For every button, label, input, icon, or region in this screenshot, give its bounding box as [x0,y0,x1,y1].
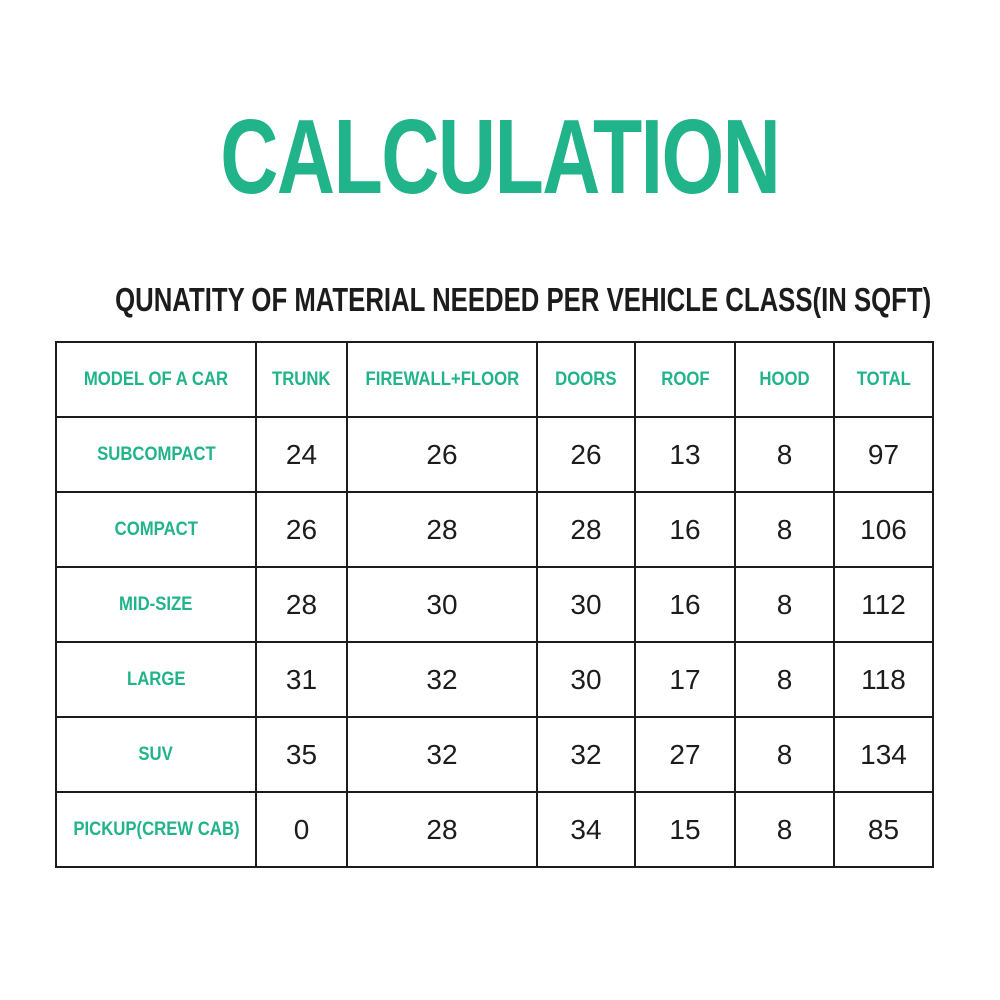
row-label-text: MID-SIZE [119,593,193,615]
row-label-text: COMPACT [114,518,198,540]
cell-value: 32 [347,642,537,717]
row-label-text: LARGE [126,668,186,690]
cell-value: 28 [537,492,635,567]
table-caption [0,280,1000,320]
column-header [347,342,537,417]
table-row [56,792,933,867]
cell-value: 8 [735,717,834,792]
table-row [56,492,933,567]
table-row [56,717,933,792]
cell-value: 31 [256,642,347,717]
cell-value: 28 [256,567,347,642]
row-label [56,417,256,492]
table-caption-text: QUNATITY OF MATERIAL NEEDED PER VEHICLE CLASS(IN SQFT) [115,281,932,318]
column-header-text: TOTAL [856,368,911,390]
column-header-text: DOORS [555,368,617,390]
row-label [56,567,256,642]
cell-value: 8 [735,417,834,492]
page-title-text: CALCULATION [220,98,780,216]
column-header-text: TRUNK [272,368,331,390]
column-header [635,342,735,417]
table-row [56,642,933,717]
cell-value: 8 [735,792,834,867]
cell-value: 0 [256,792,347,867]
column-header [537,342,635,417]
row-label-text: SUBCOMPACT [96,443,216,465]
cell-value: 15 [635,792,735,867]
cell-value: 13 [635,417,735,492]
column-header [256,342,347,417]
column-header-text: ROOF [660,368,710,390]
cell-value: 35 [256,717,347,792]
cell-value: 16 [635,567,735,642]
column-header-text: FIREWALL+FLOOR [365,368,519,390]
cell-value: 106 [834,492,933,567]
page-title [0,98,1000,216]
cell-value: 8 [735,492,834,567]
cell-value: 27 [635,717,735,792]
column-header-model [56,342,256,417]
row-label-text: SUV [138,743,174,765]
row-label [56,717,256,792]
table-row [56,417,933,492]
cell-value: 16 [635,492,735,567]
cell-value: 118 [834,642,933,717]
cell-value: 24 [256,417,347,492]
column-header-text: MODEL OF A CAR [83,368,229,390]
row-label [56,792,256,867]
materials-table [55,341,934,868]
table-body [56,417,933,867]
row-label [56,492,256,567]
cell-value: 28 [347,492,537,567]
cell-value: 34 [537,792,635,867]
table-row [56,567,933,642]
row-label [56,642,256,717]
table-header-row [56,342,933,417]
cell-value: 30 [537,567,635,642]
cell-value: 85 [834,792,933,867]
cell-value: 30 [537,642,635,717]
cell-value: 8 [735,567,834,642]
cell-value: 8 [735,642,834,717]
cell-value: 17 [635,642,735,717]
cell-value: 97 [834,417,933,492]
row-label-text: PICKUP(CREW CAB) [72,818,240,840]
cell-value: 26 [537,417,635,492]
cell-value: 30 [347,567,537,642]
cell-value: 26 [256,492,347,567]
cell-value: 32 [347,717,537,792]
column-header [735,342,834,417]
cell-value: 26 [347,417,537,492]
cell-value: 112 [834,567,933,642]
column-header [834,342,933,417]
cell-value: 32 [537,717,635,792]
table-header [56,342,933,417]
cell-value: 134 [834,717,933,792]
column-header-text: HOOD [759,368,810,390]
cell-value: 28 [347,792,537,867]
